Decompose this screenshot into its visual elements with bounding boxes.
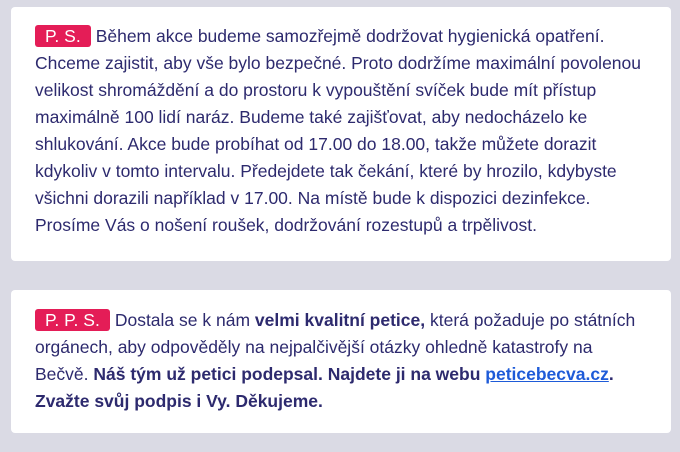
note-card-ps: [11, 7, 671, 261]
pps-badge: P. P. S.: [35, 309, 110, 331]
note-text: která požaduje po státních orgánech, aby odpověděly na nejpalčivější otázky ohledně katastrofy na Bečvě.: [35, 310, 636, 384]
note-text: Dostala se k nám: [114, 310, 255, 330]
note-text-bold: . Zvažte svůj podpis i Vy. Děkujeme.: [35, 364, 614, 411]
note-paragraph: [35, 307, 647, 415]
note-text: Během akce budeme samozřejmě dodržovat hygienická opatření. Chceme zajistit, aby vše bylo bezpečné. Proto dodržíme maximální povolenou velikost shromáždění a do prostoru k vypouštění svíček bude mít přístup maximálně 100 lidí naráz. Budeme také zajišťovat, aby nedocházelo ke shlukování. Akce bude probíhat od 17.00 do 18.00, takže můžete dorazit kdykoliv v tomto intervalu. Předejdete tak čekání, které by hrozilo, kdybyste všichni dorazili například v 17.00. Na místě bude k dispozici dezinfekce. Prosíme Vás o nošení roušek, dodržování rozestupů a trpělivost.: [35, 26, 641, 235]
petition-link[interactable]: peticebecva.cz: [485, 364, 609, 384]
note-card-pps: [11, 290, 671, 433]
note-text-bold: velmi kvalitní petice,: [254, 310, 426, 330]
ps-badge: P. S.: [35, 25, 91, 47]
note-text-bold: Náš tým už petici podepsal. Najdete ji na webu: [93, 364, 486, 384]
note-paragraph: [35, 23, 647, 239]
